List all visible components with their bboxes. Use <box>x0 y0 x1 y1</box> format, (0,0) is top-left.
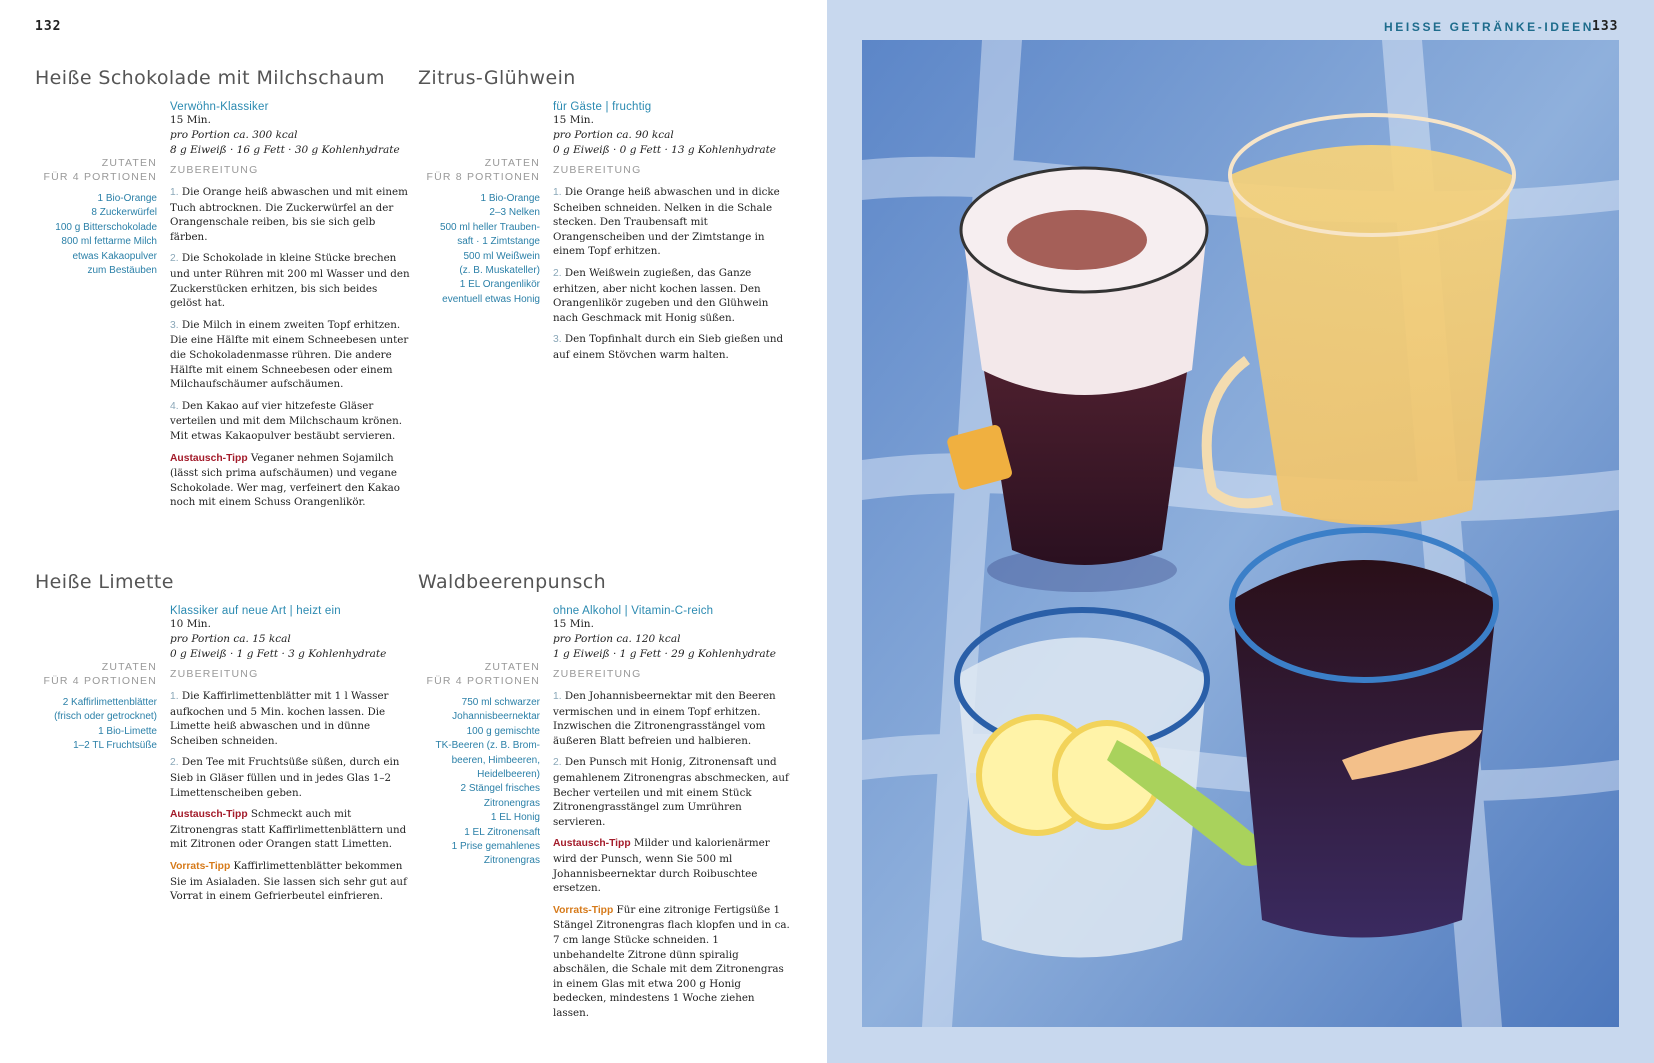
ingredients-column <box>418 101 553 370</box>
ingredient: (z. B. Muskateller) <box>459 265 540 277</box>
step: 2. Die Schokolade in kleine Stücke brechen und unter Rühren mit 200 ml Wasser und den Zuckerstücken erhitzen, bis sich beides gelöst hat. <box>170 252 410 310</box>
recipe-title: Waldbeerenpunsch <box>418 571 607 593</box>
ingredient: eventuell etwas Honig <box>442 293 540 305</box>
drinks-photo-illustration <box>862 40 1619 1027</box>
ingredient: 1 EL Orangenlikör <box>459 279 540 291</box>
ingredients-column <box>418 605 553 1027</box>
ingredient: 100 g Bitterschokolade <box>55 221 157 233</box>
zubereitung-label: ZUBEREITUNG <box>170 668 259 680</box>
tip: Austausch-Tipp Milder und kalorienärmer wird der Punsch, wenn Sie 500 ml Johannisbeernektar durch Roibuschtee ersetzen. <box>553 837 770 895</box>
ingredient: 2–3 Nelken <box>489 207 540 219</box>
tip: Vorrats-Tipp Für eine zitronige Fertigsüße 1 Stängel Zitronengras flach klopfen und in ca. 7 cm lange Stücke schneiden. 1 unbehandelte Zitrone dünn spiralig abschälen, die Schale mit dem Zitronengras in einem Glas mit etwa 200 g Honig bedecken, mindestens 1 Woche ziehen lassen. <box>553 903 790 1019</box>
preparation-column <box>170 605 410 911</box>
ingredient: 2 Kaffirlimettenblätter <box>62 697 157 708</box>
zubereitung-label: ZUBEREITUNG <box>553 164 642 176</box>
portions-label: FÜR 4 PORTIONEN <box>43 675 157 687</box>
recipe-zitrus-gluehwein <box>418 67 793 370</box>
zubereitung-label: ZUBEREITUNG <box>170 164 259 176</box>
ingredient-list <box>35 696 157 754</box>
step: 1. Die Orange heiß abwaschen und mit einem Tuch abtrocknen. Die Zuckerwürfel an der Orangenschale reiben, bis sie sich gelb färben. <box>170 186 408 243</box>
prep-time: 15 Min. <box>553 114 594 126</box>
section-title: HEISSE GETRÄNKE-IDEEN <box>1384 20 1594 34</box>
zubereitung-label: ZUBEREITUNG <box>553 668 642 680</box>
portions-label: FÜR 4 PORTIONEN <box>43 171 157 183</box>
ingredient: TK-Beeren (z. B. Brom- <box>435 740 540 752</box>
recipe-title: Zitrus-Glühwein <box>418 67 576 89</box>
step: 1. Die Orange heiß abwaschen und in dicke Scheiben schneiden. Nelken in die Schale stecken. Den Traubensaft mit Orangenscheiben und der Zimtstange in einem Topf erhitzen. <box>553 186 780 258</box>
ingredient: Zitronengras <box>483 797 540 809</box>
ingredient: 500 ml Weißwein <box>463 250 540 262</box>
zutaten-label: ZUTATEN <box>101 157 157 169</box>
zutaten-label: ZUTATEN <box>101 661 157 673</box>
recipe-tags: Verwöhn-Klassiker <box>170 101 269 113</box>
tip: Vorrats-Tipp Kaffirlimettenblätter bekommen Sie im Asialaden. Sie lassen sich sehr gut auf Vorrat in einem Gefrierbeutel einfrieren. <box>170 859 407 903</box>
step: 2. Den Tee mit Fruchtsüße süßen, durch ein Sieb in Gläser füllen und in jedes Glas 1–2 Limettenscheiben geben. <box>170 756 400 799</box>
ingredients-column <box>35 101 170 517</box>
preparation-column <box>553 101 793 370</box>
recipe-title: Heiße Limette <box>35 571 174 593</box>
ingredient: (frisch oder getrocknet) <box>54 711 157 723</box>
portions-label: FÜR 4 PORTIONEN <box>426 675 540 687</box>
recipe-heisse-limette <box>35 571 410 911</box>
ingredient: Heidelbeeren) <box>477 769 540 781</box>
nutrition: 8 g Eiweiß · 16 g Fett · 30 g Kohlenhydrate <box>170 144 400 156</box>
step: 2. Den Punsch mit Honig, Zitronensaft und gemahlenem Zitronengras abschmecken, auf Becher verteilen und mit einem Stück Zitronengrasstängel zum Umrühren servieren. <box>553 756 789 828</box>
calories: pro Portion ca. 15 kcal <box>170 633 291 645</box>
recipe-tags: Klassiker auf neue Art | heizt ein <box>170 605 341 617</box>
ingredient: 1 Bio-Orange <box>480 193 540 204</box>
recipe-heisse-schokolade <box>35 67 410 517</box>
step: 2. Den Weißwein zugießen, das Ganze erhitzen, aber nicht kochen lassen. Den Orangenlikör zugeben und den Glühwein nach Geschmack mit Honig süßen. <box>553 266 769 324</box>
calories: pro Portion ca. 300 kcal <box>170 129 298 141</box>
step: 1. Die Kaffirlimettenblätter mit 1 l Wasser aufkochen und 5 Min. kochen lassen. Die Limette heiß abwaschen und in dünne Scheiben schneiden. <box>170 690 389 747</box>
ingredient: 1 Bio-Orange <box>97 193 157 204</box>
ingredient: Zitronengras <box>483 855 540 867</box>
page-number-left: 132 <box>35 19 62 34</box>
prep-time: 15 Min. <box>553 618 594 630</box>
ingredient: etwas Kakaopulver <box>72 250 157 262</box>
ingredient: 1–2 TL Fruchtsüße <box>73 740 157 752</box>
step: 3. Den Topfinhalt durch ein Sieb gießen und auf einem Stövchen warm halten. <box>553 333 784 361</box>
preparation-column <box>553 605 793 1027</box>
ingredient: 1 EL Zitronensaft <box>464 826 540 838</box>
ingredient: 500 ml heller Trauben- <box>439 221 540 233</box>
ingredient: 100 g gemischte <box>466 725 540 737</box>
step: 1. Den Johannisbeernektar mit den Beeren vermischen und in einem Topf erhitzen. Inzwischen die Zitronengrasstängel vom äußeren Blatt befreien und halbieren. <box>553 690 776 747</box>
recipe-title: Heiße Schokolade mit Milchschaum <box>35 67 385 89</box>
ingredient: 1 Prise gemahlenes <box>451 841 540 853</box>
nutrition: 0 g Eiweiß · 0 g Fett · 13 g Kohlenhydrate <box>553 144 777 156</box>
ingredient: saft · 1 Zimtstange <box>457 236 540 248</box>
nutrition: 0 g Eiweiß · 1 g Fett · 3 g Kohlenhydrate <box>170 648 387 660</box>
recipe-tags: für Gäste | fruchtig <box>553 101 652 113</box>
ingredient: Johannisbeernektar <box>452 711 540 723</box>
ingredient: 800 ml fettarme Milch <box>61 236 157 248</box>
prep-time: 15 Min. <box>170 114 211 126</box>
calories: pro Portion ca. 90 kcal <box>553 129 674 141</box>
page-number-right: 133 <box>1592 19 1619 34</box>
preparation-column <box>170 101 410 517</box>
recipe-waldbeerenpunsch <box>418 571 793 1027</box>
ingredients-column <box>35 605 170 911</box>
recipe-tags: ohne Alkohol | Vitamin-C-reich <box>553 605 714 617</box>
prep-time: 10 Min. <box>170 618 211 630</box>
ingredient-list <box>418 696 540 869</box>
step: 4. Den Kakao auf vier hitzefeste Gläser verteilen und mit dem Milchschaum krönen. Mit etwas Kakaopulver bestäubt servieren. <box>170 399 402 442</box>
calories: pro Portion ca. 120 kcal <box>553 633 681 645</box>
nutrition: 1 g Eiweiß · 1 g Fett · 29 g Kohlenhydrate <box>553 648 777 660</box>
ingredient: 2 Stängel frisches <box>460 783 540 795</box>
ingredient: 1 Bio-Limette <box>98 725 157 737</box>
tip: Austausch-Tipp Schmeckt auch mit Zitronengras statt Kaffirlimettenblättern und mit Zitronen oder Orangen statt Limetten. <box>170 808 407 851</box>
ingredient: 750 ml schwarzer <box>461 697 540 708</box>
ingredient-list <box>35 192 157 278</box>
punch-glass <box>1232 530 1497 938</box>
step: 3. Die Milch in einem zweiten Topf erhitzen. Die eine Hälfte mit einem Schneebesen unter die Schokoladenmasse rühren. Die andere Hälfte mit einem Schneebesen oder einem Milchaufschäumer aufschäumen. <box>170 318 409 391</box>
ingredient: zum Bestäuben <box>87 265 157 277</box>
tip: Austausch-Tipp Veganer nehmen Sojamilch (lässt sich prima aufschäumen) und vegane Schokolade. Wer mag, verfeinert den Kakao noch mit einem Schuss Orangenlikör. <box>170 451 400 509</box>
ingredient: 8 Zuckerwürfel <box>91 207 157 219</box>
ingredient-list <box>418 192 540 307</box>
ingredient: beeren, Himbeeren, <box>451 754 540 766</box>
drinks-photo <box>862 40 1619 1027</box>
zutaten-label: ZUTATEN <box>484 157 540 169</box>
ingredient: 1 EL Honig <box>490 812 540 824</box>
portions-label: FÜR 8 PORTIONEN <box>426 171 540 183</box>
zutaten-label: ZUTATEN <box>484 661 540 673</box>
